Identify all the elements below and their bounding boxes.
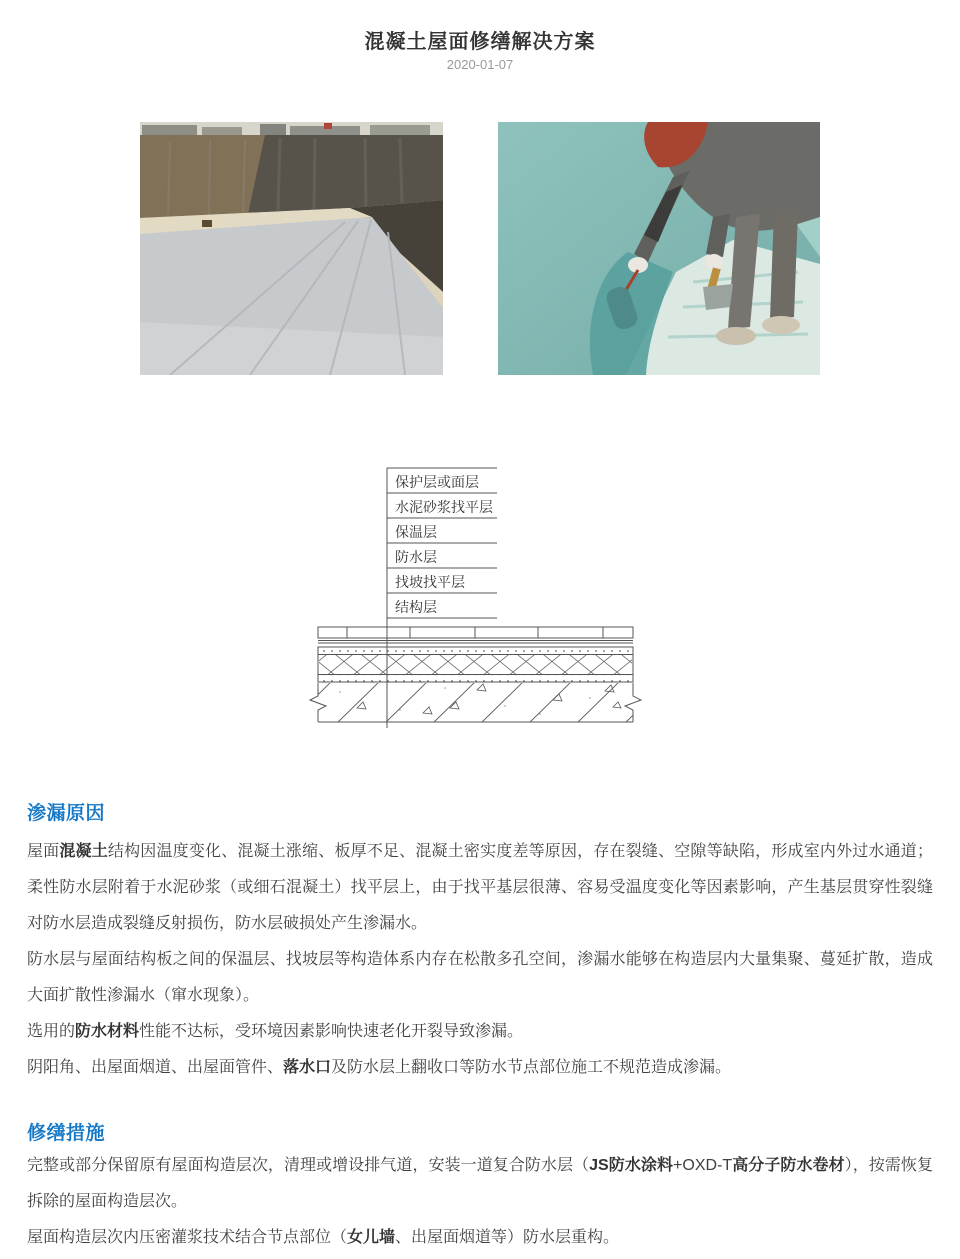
section-heading-leak-causes: 渗漏原因: [27, 802, 106, 824]
concrete-roof-illustration: [140, 122, 443, 375]
section-body-leak-causes: [27, 834, 933, 1086]
diagram-label: 结构层: [395, 600, 437, 616]
paragraph: 选用的防水材料性能不达标，受环境因素影响快速老化开裂导致渗漏。: [27, 1023, 524, 1040]
section-heading-repair-measures: 修缮措施: [27, 1122, 106, 1144]
paragraph: 完整或部分保留原有屋面构造层次，清理或增设排气道，安装一道复合防水层（JS防水涂料+OXD-T高分子防水卷材），按需恢复拆除的屋面构造层次。: [27, 1157, 933, 1210]
diagram-label: 水泥砂浆找平层: [395, 500, 493, 516]
publish-date: 2020-01-07: [446, 57, 514, 72]
waterproofing-worker-illustration: [498, 122, 820, 375]
page-title: 混凝土屋面修缮解决方案: [364, 31, 596, 54]
photo-concrete-roof-deck: [140, 122, 443, 375]
diagram-label: 防水层: [395, 550, 437, 566]
roof-section-drawing: [305, 462, 645, 732]
diagram-label: 找坡找平层: [395, 575, 465, 591]
paragraph: 防水层与屋面结构板之间的保温层、找坡层等构造体系内存在松散多孔空间，渗漏水能够在构造层内大量集聚、蔓延扩散，造成大面扩散性渗漏水（窜水现象）。: [27, 951, 933, 1004]
roof-layers-diagram: [305, 462, 645, 732]
photo-waterproof-coating-work: [498, 122, 820, 375]
paragraph: 屋面构造层次内压密灌浆技术结合节点部位（女儿墙、出屋面烟道等）防水层重构。: [27, 1229, 620, 1246]
paragraph: 阴阳角、出屋面烟道、出屋面管件、落水口及防水层上翻收口等防水节点部位施工不规范造成渗漏。: [27, 1059, 732, 1076]
paragraph: 屋面混凝土结构因温度变化、混凝土涨缩、板厚不足、混凝土密实度差等原因，存在裂缝、空隙等缺陷，形成室内外过水通道；柔性防水层附着于水泥砂浆（或细石混凝土）找平层上，由于找平基层很薄、容易受温度变化等因素影响，产生基层贯穿性裂缝对防水层造成裂缝反射损伤，防水层破损处产生渗漏水。: [27, 843, 933, 932]
diagram-label: 保护层或面层: [395, 475, 479, 491]
section-body-repair-measures: [27, 1148, 933, 1256]
diagram-label: 保温层: [395, 525, 437, 541]
